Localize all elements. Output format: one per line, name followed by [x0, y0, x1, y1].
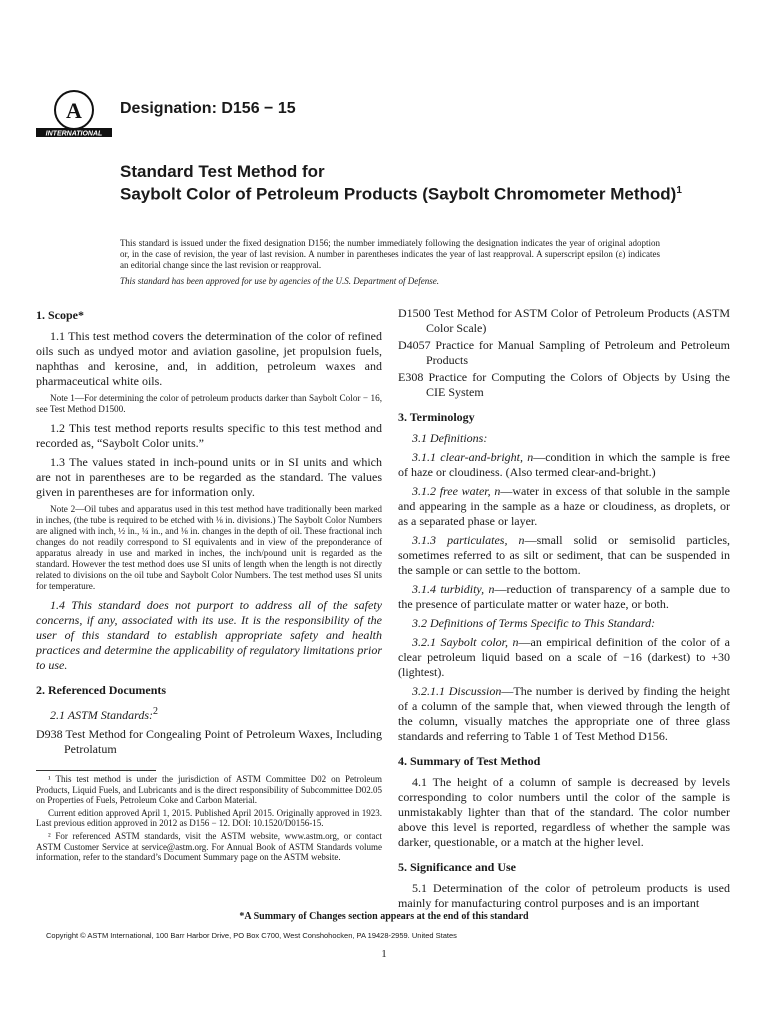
footnote-1-edition: Current edition approved April 1, 2015. Published April 2015. Originally approved in 1923. Last previous edition approved in 2012 as D156 − 12. DOI: 10.1520/D0156-15.: [36, 807, 382, 829]
note-2: Note 2—Oil tubes and apparatus used in this test method have traditionally been marked in inches, (the tube is required to be etched with ⅛ in. divisions.) The Saybolt Color Numbers are aligned with inch, ½ in., ¼ in., and ⅛ in. changes in the depth of oil. These fractional inch changes do not readily correspond to SI equivalents and in view of the preponderance of apparatus already in use and marked in inches, the inch/pound unit is regarded as the standard. However the test method does use SI units of length when the length is not directly related to divisions on the oil tube and Saybolt Color Numbers. The test method uses SI units for temperature.: [36, 504, 382, 591]
section-scope-heading: 1. Scope*: [36, 308, 84, 322]
para-1-3: 1.3 The values stated in inch-pound units or in SI units and which are not in parentheses are to be regarded as the standard. The values given in parentheses are for information only.: [36, 455, 382, 499]
astm-standards-label: 2.1 ASTM Standards:: [50, 708, 154, 722]
para-3-1-2: [398, 484, 730, 529]
para-1-2: 1.2 This test method reports results specific to this test method and recorded as, “Saybolt Color units.”: [36, 421, 382, 450]
para-3-2: 3.2 Definitions of Terms Specific to This Standard:: [412, 616, 656, 630]
para-2-1: [36, 704, 382, 723]
def-discussion: —The number is derived by finding the height of a column of the sample that, when viewed through the length of the column, visually matches the appropriate one of three glass standards and referring to Table 1 of Test Method D156.: [398, 684, 730, 743]
footnotes: [36, 774, 382, 865]
para-3-2-1: [398, 635, 730, 680]
term-turbidity: 3.1.4 turbidity, n: [412, 582, 495, 596]
term-clear-and-bright: 3.1.1 clear-and-bright, n: [412, 450, 534, 464]
def-free-water: —water in excess of that soluble in the sample and appearing in the sample as a haze or cloudiness, as droplets, or as a separated phase or layer.: [398, 484, 730, 528]
svg-text:A: A: [66, 98, 82, 123]
footnote-mark-2: 2: [153, 706, 159, 717]
term-discussion: 3.2.1.1 Discussion: [412, 684, 502, 698]
left-column: [36, 308, 382, 759]
def-turbidity: —reduction of transparency of a sample due to the presence of particulate matter or water haze, or both.: [398, 582, 730, 611]
designation: Designation: D156 − 15: [120, 100, 296, 117]
para-3-2-1-1: [398, 684, 730, 744]
para-5-1: 5.1 Determination of the color of petroleum products is used mainly for manufacturing control purposes and is an important: [398, 881, 730, 910]
para-3-1: 3.1 Definitions:: [412, 431, 488, 445]
section-terminology-heading: 3. Terminology: [398, 410, 475, 424]
section-summary-heading: 4. Summary of Test Method: [398, 754, 541, 768]
summary-of-changes-note: *A Summary of Changes section appears at the end of this standard: [239, 911, 529, 922]
title-line-2: Saybolt Color of Petroleum Products (Saybolt Chromometer Method): [120, 184, 677, 204]
para-3-1-4: [398, 582, 730, 612]
page-number: 1: [381, 948, 387, 960]
def-clear-and-bright: —condition in which the sample is free of haze or cloudiness. (Also termed clear-and-bright.): [398, 450, 730, 479]
para-4-1: 4.1 The height of a column of sample is decreased by levels corresponding to color numbers until the color of the sample is unmistakably lighter than that of the standard. The color number above this level is reported, regardless of whether the sample was darker, questionable, or a match at the higher level.: [398, 775, 730, 849]
right-column: [398, 306, 730, 915]
dod-approval: This standard has been approved for use by agencies of the U.S. Department of Defense.: [120, 276, 440, 286]
term-free-water: 3.1.2 free water, n: [412, 484, 501, 498]
ref-d938: D938 Test Method for Congealing Point of Petroleum Waxes, Including Petrolatum: [36, 727, 382, 756]
svg-text:INTERNATIONAL: INTERNATIONAL: [45, 130, 103, 138]
footnote-2: ² For referenced ASTM standards, visit the ASTM website, www.astm.org, or contact ASTM Customer Service at service@astm.org. For Annual Book of ASTM Standards volume information, refer to the standard’s Document Summary page on the ASTM website.: [36, 830, 382, 863]
para-3-1-1: [398, 450, 730, 480]
term-particulates: 3.1.3 particulates, n: [412, 533, 525, 547]
para-1-4: 1.4 This standard does not purport to address all of the safety concerns, if any, associated with its use. It is the responsibility of the user of this standard to establish appropriate safety and health practices and determine the applicability of regulatory limitations prior to use.: [36, 598, 382, 672]
para-1-1: 1.1 This test method covers the determination of the color of refined oils such as undyed motor and aviation gasoline, jet propulsion fuels, naphthas and kerosine, and, in addition, petroleum waxes and pharmaceutical white oils.: [36, 329, 382, 388]
section-refdocs-heading: 2. Referenced Documents: [36, 683, 167, 697]
section-significance-heading: 5. Significance and Use: [398, 860, 517, 874]
preamble: This standard is issued under the fixed designation D156; the number immediately following the designation indicates the year of original adoption or, in the case of revision, the year of last revision. A number in parentheses indicates the year of last reapproval. A superscript epsilon (ε) indicates an editorial change since the last revision or reapproval.: [120, 238, 660, 270]
document-title: [120, 180, 720, 205]
ref-d1500: D1500 Test Method for ASTM Color of Petroleum Products (ASTM Color Scale): [398, 306, 730, 335]
para-3-1-3: [398, 533, 730, 578]
copyright: Copyright © ASTM International, 100 Barr Harbor Drive, PO Box C700, West Conshohocken, PA 19428-2959. United States: [46, 931, 457, 940]
ref-e308: E308 Practice for Computing the Colors of Objects by Using the CIE System: [398, 370, 730, 399]
footnote-rule: [36, 770, 156, 771]
def-particulates: —small solid or semisolid particles, sometimes referred to as silt or sediment, that can be suspended in the sample or can settle to the bottom.: [398, 533, 731, 577]
astm-international-logo: [34, 88, 114, 140]
title-line-1: Standard Test Method for: [120, 162, 325, 181]
footnote-1: ¹ This test method is under the jurisdiction of ASTM Committee D02 on Petroleum Products, Liquid Fuels, and Lubricants and is the direct responsibility of Subcommittee D02.05 on Properties of Fuels, Petroleum Coke and Carbon Material.: [36, 774, 382, 806]
ref-d4057: D4057 Practice for Manual Sampling of Petroleum and Petroleum Products: [398, 338, 730, 367]
note-1: Note 1—For determining the color of petroleum products darker than Saybolt Color − 16, see Test Method D1500.: [36, 393, 382, 414]
term-saybolt-color: 3.2.1 Saybolt color, n: [412, 635, 519, 649]
def-saybolt-color: —an empirical definition of the color of a clear petroleum liquid based on a scale of −16 (darkest) to +30 (lightest).: [398, 635, 730, 679]
title-footnote-mark: 1: [676, 185, 682, 196]
